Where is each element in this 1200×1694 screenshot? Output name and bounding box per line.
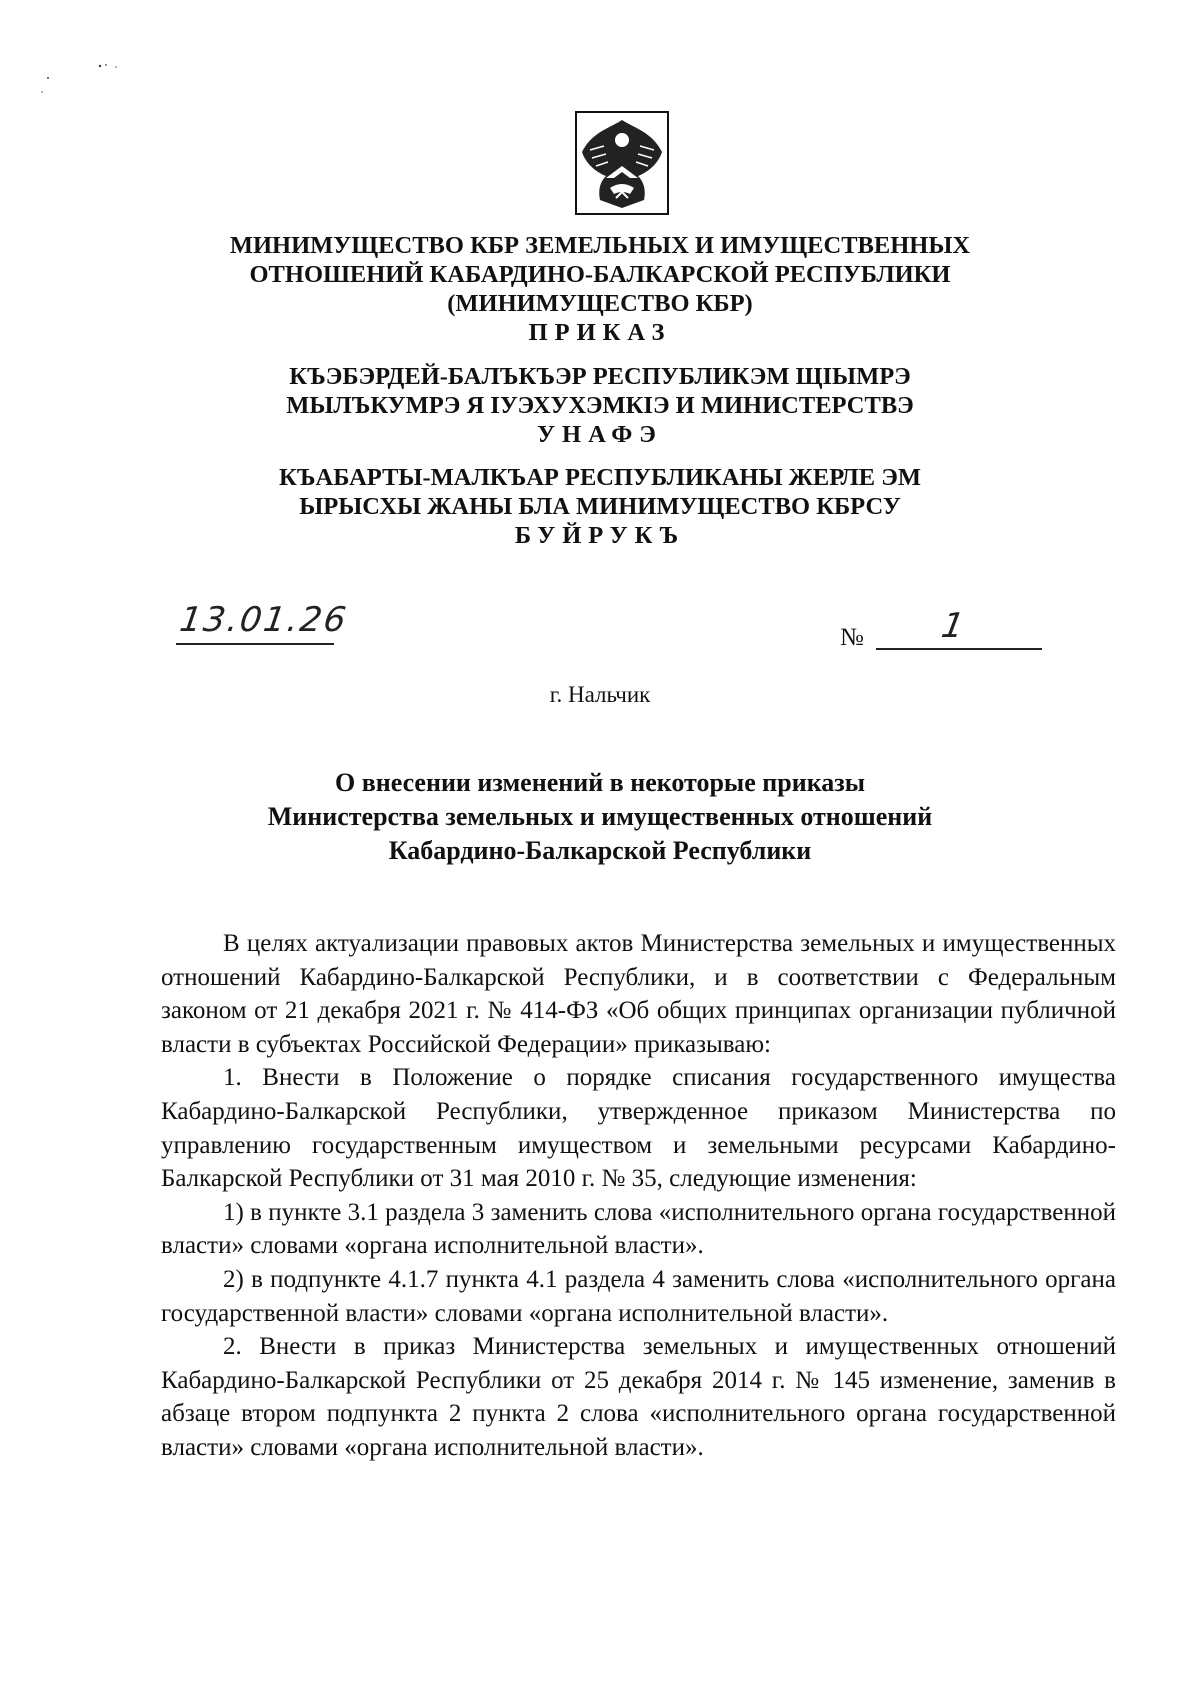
paragraph-preamble: В целях актуализации правовых актов Министерства земельных и имущественных отношений Кабардино-Балкарской Республики, и в соответствии с Федеральным законом от 21 декабря 2021 г. № 414-ФЗ «Об общих принципах организации публичной власти в субъектах Российской Федерации» приказываю: xyxy=(161,930,1116,1058)
order-body xyxy=(161,927,1116,1465)
paragraph-item-1: 1. Внести в Положение о порядке списания государственного имущества Кабардино-Балкарской Республики, утвержденное приказом Министерства по управлению государственным имуществом и земельными ресурсами Кабардино-Балкарской Республики от 31 мая 2010 г. № 35, следующие изменения: xyxy=(161,1064,1116,1193)
city: г. Нальчик xyxy=(549,682,651,707)
header-line: ЫРЫСХЫ ЖАНЫ БЛА МИНИМУЩЕСТВО КБРСУ xyxy=(299,493,901,520)
header-line: МИНИМУЩЕСТВО КБР ЗЕМЕЛЬНЫХ И ИМУЩЕСТВЕННЫХ xyxy=(229,232,971,259)
handwritten-number: 1 xyxy=(938,606,968,646)
doc-type-russian: ПРИКАЗ xyxy=(528,319,672,346)
header-line: КЪАБАРТЫ-МАЛКЪАР РЕСПУБЛИКАНЫ ЖЕРЛЕ ЭМ xyxy=(279,464,921,491)
paragraph-subitem-2: 2) в подпункте 4.1.7 пункта 4.1 раздела 4 заменить слова «исполнительного органа государственной власти» словами «органа исполнительной власти». xyxy=(161,1265,1116,1327)
kbr-coat-of-arms-emblem xyxy=(570,108,674,218)
title-line: Министерства земельных и имущественных отношений xyxy=(267,802,933,831)
header-line: МЫЛЪКУМРЭ Я IУЭХУХЭМКIЭ И МИНИСТЕРСТВЭ xyxy=(286,392,914,419)
title-line: О внесении изменений в некоторые приказы xyxy=(334,768,866,797)
header-line: (МИНИМУЩЕСТВО КБР) xyxy=(447,290,753,317)
doc-type-balkarian: БУЙРУКЪ xyxy=(514,522,686,549)
header-line: ОТНОШЕНИЙ КАБАРДИНО-БАЛКАРСКОЙ РЕСПУБЛИКИ xyxy=(249,261,951,288)
header-line: КЪЭБЭРДЕЙ-БАЛЪКЪЭР РЕСПУБЛИКЭМ ЩIЫМРЭ xyxy=(289,363,911,390)
date-underline xyxy=(176,643,334,645)
number-underline xyxy=(876,648,1042,650)
ministry-header-kabardian xyxy=(0,362,1200,449)
doc-type-kabardian: УНАФЭ xyxy=(537,421,663,448)
paragraph-subitem-1: 1) в пункте 3.1 раздела 3 заменить слова «исполнительного органа государственной власти» словами «органа исполнительной власти». xyxy=(161,1198,1116,1260)
ministry-header-balkarian xyxy=(0,463,1200,550)
scan-specks xyxy=(40,60,140,100)
handwritten-date: 13.01.26 xyxy=(177,600,351,640)
paragraph-item-2: 2. Внести в приказ Министерства земельных и имущественных отношений Кабардино-Балкарской Республики от 25 декабря 2014 г. № 145 изменение, заменив в абзаце втором подпункта 2 пункта 2 слова «исполнительного органа государственной власти» словами «органа исполнительной власти». xyxy=(161,1333,1116,1461)
number-sign: № xyxy=(840,624,864,651)
title-line: Кабардино-Балкарской Республики xyxy=(388,836,812,865)
ministry-header-russian xyxy=(0,231,1200,347)
order-title xyxy=(0,766,1200,868)
